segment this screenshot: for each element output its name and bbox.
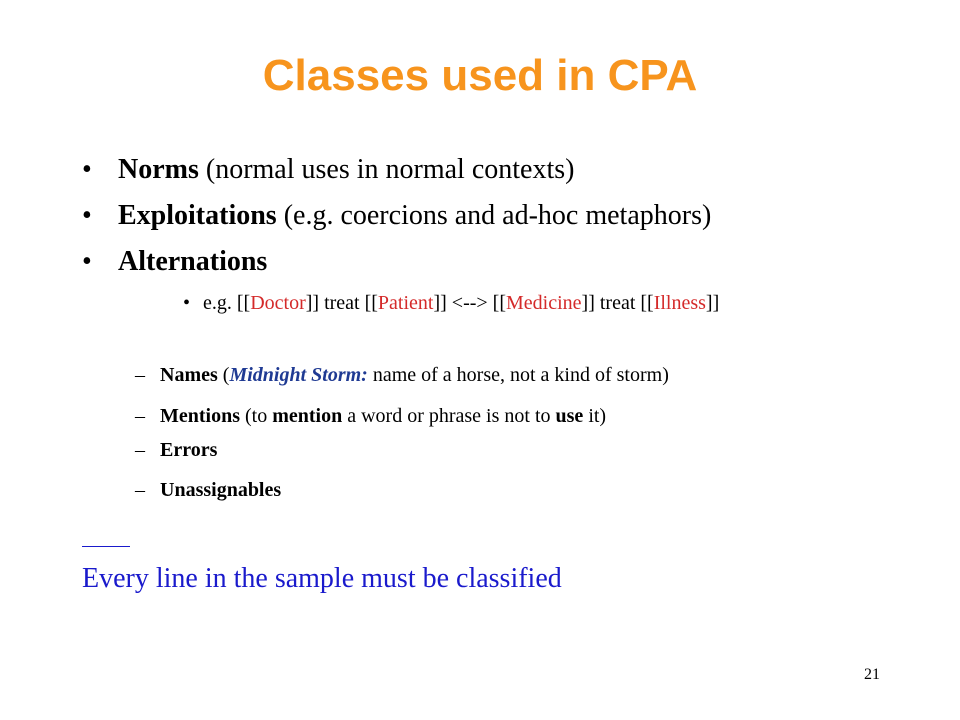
dash-emphasis: use <box>555 405 584 427</box>
bullet-dot: • <box>82 246 92 277</box>
footer-note: Every line in the sample must be classified <box>82 563 562 594</box>
example-text: ]] <box>705 292 720 314</box>
dash-text: it) <box>583 405 607 427</box>
dash-text: a word or phrase is not to <box>342 405 556 427</box>
dash-mark: – <box>135 405 145 427</box>
dash-text: name of a horse, not a kind of storm) <box>367 364 669 386</box>
bullet-description: (e.g. coercions and ad-hoc metaphors) <box>276 200 712 231</box>
dash-text: ( <box>217 364 230 386</box>
semantic-type-medicine: Medicine <box>506 292 582 314</box>
bullet-term: Alternations <box>118 246 268 277</box>
example-text: ]] <--> [[ <box>433 292 506 314</box>
bullet-term: Exploitations <box>118 200 277 231</box>
bullet-term: Norms <box>118 154 199 185</box>
dash-mark: – <box>135 479 145 501</box>
dash-mark: – <box>135 439 145 461</box>
bullet-dot: • <box>82 200 92 231</box>
example-text: ]] treat [[ <box>581 292 654 314</box>
dash-term: Errors <box>160 439 218 461</box>
bullet-dot: • <box>82 154 92 185</box>
dash-mark: – <box>135 364 145 386</box>
dash-term: Names <box>160 364 218 386</box>
horse-name: Midnight Storm: <box>229 364 368 386</box>
bullet-description: (normal uses in normal contexts) <box>198 154 575 185</box>
bullet-dot: • <box>183 292 191 314</box>
dash-emphasis: mention <box>272 405 343 427</box>
slide-title: Classes used in CPA <box>262 51 698 100</box>
example-text: e.g. [[ <box>203 292 251 314</box>
page-number: 21 <box>864 666 880 683</box>
separator-rule <box>82 546 130 547</box>
dash-term: Unassignables <box>160 479 282 501</box>
semantic-type-illness: Illness <box>653 292 706 314</box>
dash-term: Mentions <box>160 405 240 427</box>
semantic-type-doctor: Doctor <box>250 292 306 314</box>
dash-text: (to <box>240 405 273 427</box>
semantic-type-patient: Patient <box>377 292 434 314</box>
example-text: ]] treat [[ <box>305 292 378 314</box>
